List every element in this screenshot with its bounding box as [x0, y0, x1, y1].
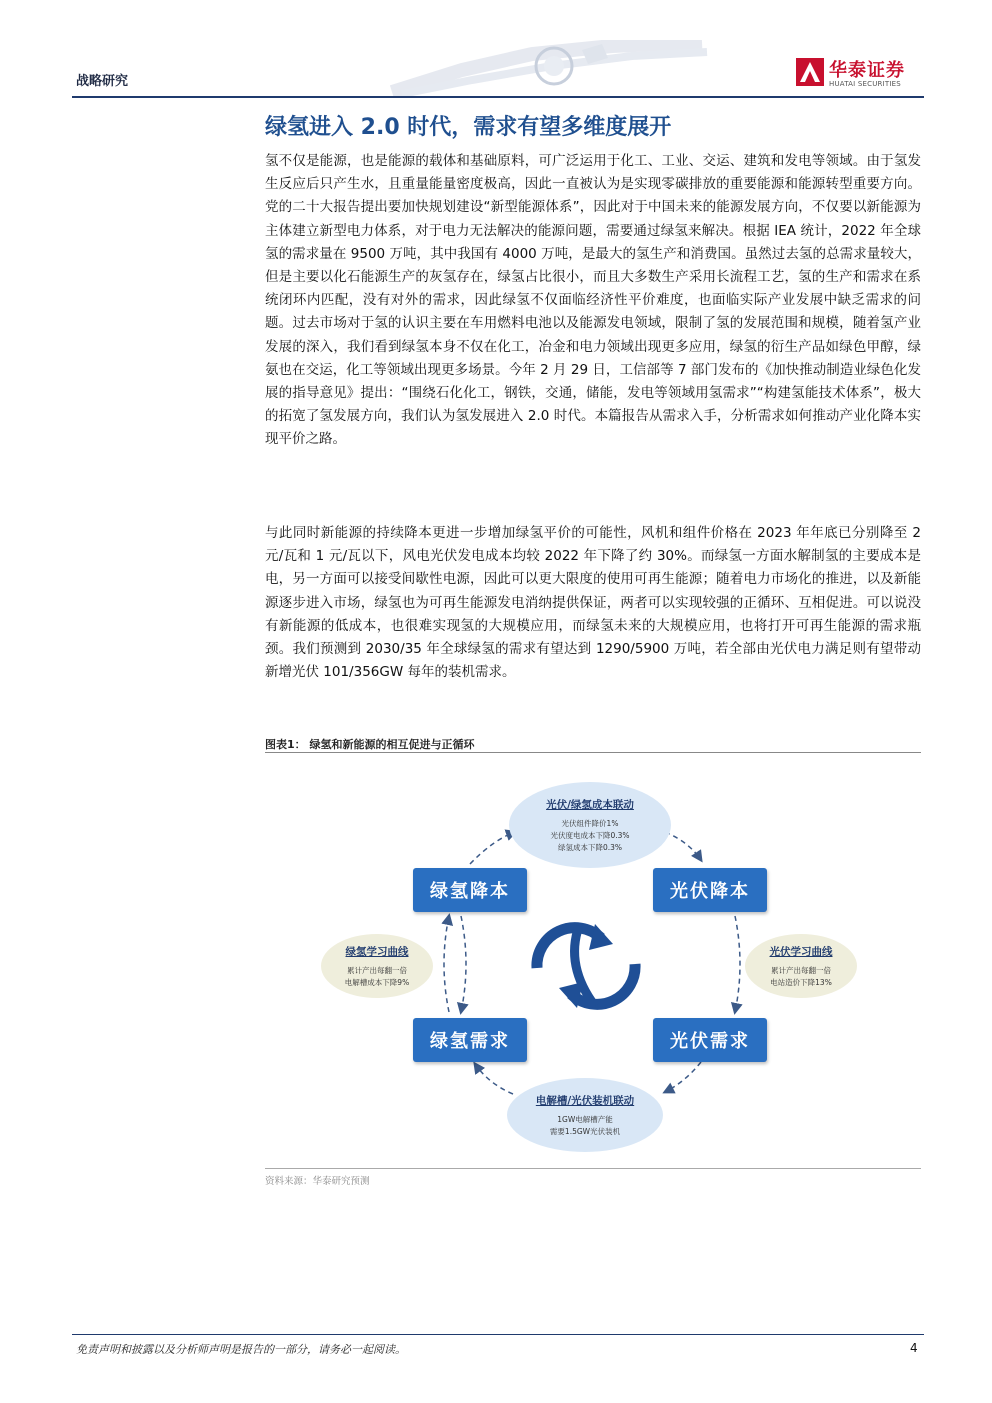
arrow-bottom-to-bl — [475, 1064, 513, 1094]
figure-source: 资料来源：华泰研究预测 — [265, 1176, 370, 1187]
bubble-hydrogen-learning-line-2: 电解槽成本下降9% — [344, 977, 410, 987]
body-paragraph-2: 与此同时新能源的持续降本更进一步增加绿氢平价的可能性，风机和组件价格在 2023 年年底已分别降至 2 元/瓦和 1 元/瓦以下，风电光伏发电成本均较 2022 年下降了约 30%。而绿氢一方面水解制氢的主要成本是电，另一方面可以接受间歇性电源，因此可以更大限度的使用可再生能源；随着电力市场化的推进，以及新能源逐步进入市场，绿氢也为可再生能源发电消纳提供保证，两者可以实现较强的正循环、互相促进。可以说没有新能源的低成本，也很难实现氢的大规模应用，而绿氢未来的大规模应用，也将打开可再生能源的需求瓶颈。我们预测到 2030/35 年全球绿氢的需求有望达到 1290/5900 万吨，若全部由光伏电力满足则有望带动新增光伏 101/356GW 每年的装机需求。 — [265, 525, 921, 681]
page-number: 4 — [910, 1341, 918, 1355]
bubble-cost-linkage-title: 光伏/绿氢成本联动 — [546, 798, 634, 811]
header-decoration — [382, 40, 712, 96]
figure-bottom-divider — [265, 1168, 921, 1169]
bubble-installation-linkage — [507, 1078, 663, 1152]
bubble-hydrogen-learning-curve — [321, 934, 433, 998]
arrow-tl-to-top — [470, 832, 515, 864]
footer-divider — [72, 1334, 924, 1335]
figure-top-divider — [265, 752, 921, 753]
arrow-tr-to-br — [735, 916, 740, 1012]
header-divider — [72, 96, 924, 98]
box-pv-cost-down: 光伏降本 — [653, 868, 767, 912]
arrow-tl-to-bl — [461, 916, 466, 1012]
box-hydrogen-cost-down: 绿氢降本 — [413, 868, 527, 912]
bubble-cost-linkage-line-2: 光伏度电成本下降0.3% — [550, 830, 630, 840]
bubble-pv-learning-line-2: 电站造价下降13% — [770, 977, 832, 987]
logo-english-text: HUATAI SECURITIES — [829, 80, 901, 88]
bubble-cost-linkage — [509, 782, 671, 868]
footer-disclaimer: 免责声明和披露以及分析师声明是报告的一部分，请务必一起阅读。 — [76, 1343, 406, 1356]
bubble-installation-title: 电解槽/光伏装机联动 — [535, 1094, 635, 1107]
figure-label: 图表1： 绿氢和新能源的相互促进与正循环 — [265, 738, 475, 751]
arrow-top-to-tr — [665, 832, 701, 860]
bubble-installation-line-1: 1GW电解槽产能 — [557, 1114, 613, 1124]
bubble-installation-line-2: 需要1.5GW光伏装机 — [549, 1126, 621, 1136]
bubble-pv-learning-title: 光伏学习曲线 — [769, 945, 833, 958]
bubble-cost-linkage-line-1: 光伏组件降价1% — [561, 818, 619, 828]
bubble-cost-linkage-line-3: 绿氢成本下降0.3% — [557, 842, 623, 852]
box-pv-demand: 光伏需求 — [653, 1018, 767, 1062]
logo-mark-icon — [796, 58, 824, 86]
bubble-pv-learning-curve — [745, 934, 857, 998]
box-hydrogen-demand: 绿氢需求 — [413, 1018, 527, 1062]
center-cycle-icon — [537, 924, 635, 1008]
huatai-logo — [796, 56, 920, 92]
section-label: 战略研究 — [76, 74, 129, 89]
bubble-pv-learning-line-1: 累计产出每翻一倍 — [771, 965, 831, 975]
arrow-bl-to-tl — [444, 916, 449, 1012]
cycle-diagram — [265, 756, 921, 1168]
body-paragraph-1: 氢不仅是能源，也是能源的载体和基础原料，可广泛运用于化工、工业、交运、建筑和发电等领域。由于氢发生反应后只产生水，且重量能量密度极高，因此一直被认为是实现零碳排放的重要能源和能源转型重要方向。党的二十大报告提出要加快规划建设“新型能源体系”，因此对于中国未来的能源发展方向，不仅要以新能源为主体建立新型电力体系，对于电力无法解决的能源问题，需要通过绿氢来解决。根据 IEA 统计，2022 年全球氢的需求量在 9500 万吨，其中我国有 4000 万吨，是最大的氢生产和消费国。虽然过去氢的总需求量较大，但是主要以化石能源生产的灰氢存在，绿氢占比很小，而且大多数生产采用长流程工艺，氢的生产和需求在系统闭环内匹配，没有对外的需求，因此绿氢不仅面临经济性平价难度，也面临实际产业发展中缺乏需求的问题。过去市场对于氢的认识主要在车用燃料电池以及能源发电领域，限制了氢的发展范围和规模，随着氢产业发展的深入，我们看到绿氢本身不仅在化工，冶金和电力领域出现更多应用，绿氢的衍生产品如绿色甲醇，绿氨也在交运，化工等领域出现更多场景。今年 2 月 29 日，工信部等 7 部门发布的《加快推动制造业绿色化发展的指导意见》提出：“围绕石化化工，钢铁，交通，储能，发电等领域用氢需求”“构建氢能技术体系”，极大的拓宽了氢发展方向，我们认为氢发展进入 2.0 时代。本篇报告从需求入手，分析需求如何推动产业化降本实现平价之路。 — [265, 153, 921, 448]
bubble-hydrogen-learning-title: 绿氢学习曲线 — [345, 945, 409, 958]
bubble-hydrogen-learning-line-1: 累计产出每翻一倍 — [347, 965, 407, 975]
section-title: 绿氢进入 2.0 时代，需求有望多维度展开 — [265, 115, 672, 140]
arrow-br-to-bottom — [665, 1062, 701, 1092]
logo-chinese-text: 华泰证券 — [829, 60, 905, 81]
